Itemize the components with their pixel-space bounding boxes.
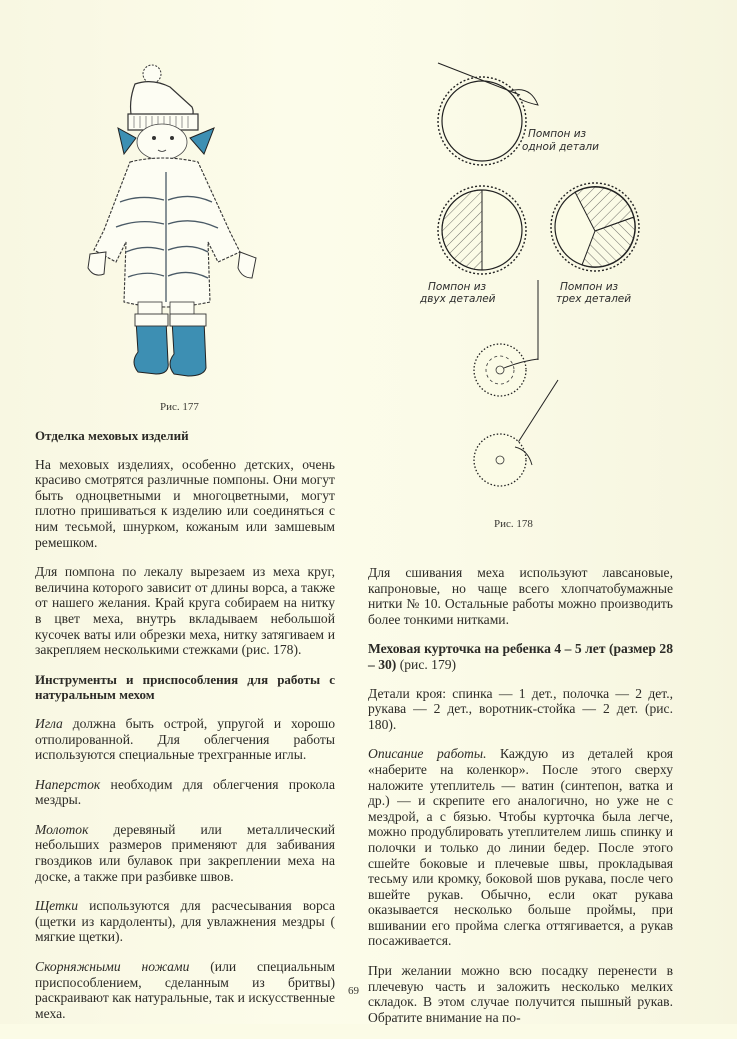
tool-term: Скорняжными ножами xyxy=(35,959,190,975)
tool-term: Молоток xyxy=(35,821,89,837)
tool-brushes: Щетки используются для расчесывания ворса (щетки из кардоленты), для увлажнения мездры ( мягкие щетки). xyxy=(35,898,335,945)
label-three-parts-2: трех деталей xyxy=(556,293,632,305)
para-pompons-intro: На меховых изделиях, особенно детских, очень красиво смотрятся различные помпоны. Они могут быть одноцветными и многоцветными, могут плотно пришиваться к изделию или соединяться с ним тесьмой, шнурком, кожаным или замшевым ремешком. xyxy=(35,456,335,550)
fig178-illustration xyxy=(410,55,670,515)
right-column xyxy=(368,565,673,1039)
label-two-parts-2: двух деталей xyxy=(420,293,496,305)
left-boot xyxy=(134,320,168,374)
face xyxy=(137,124,187,160)
right-mitten xyxy=(238,252,256,278)
heading-fur-finishing: Отделка меховых изделий xyxy=(35,428,189,443)
tool-term: Наперсток xyxy=(35,776,101,792)
right-bow xyxy=(190,128,214,154)
hat-pompom xyxy=(143,65,161,83)
work-description-term: Описание работы. xyxy=(368,746,487,762)
needle xyxy=(438,63,520,95)
pompon-two-parts xyxy=(438,186,526,274)
tool-term: Щетки xyxy=(35,898,79,914)
tool-needle: Игла должна быть острой, упругой и хорошо отполированной. Для облегчения работы используются специальные трехгранные иглы. xyxy=(35,715,335,763)
tool-term: Игла xyxy=(35,715,63,731)
tool-thimble: Наперсток необходим для облегчения прокола мездры. xyxy=(35,776,335,808)
fig177-caption: Рис. 177 xyxy=(160,401,199,413)
left-bow xyxy=(118,128,136,154)
para-pompon-making: Для помпона по лекалу вырезаем из меха круг, величина которого зависит от длины ворса, а также от нашего желания. Край круга собираем на нитку в цвет меха, внутрь вкладываем небольшой кусочек ваты или обрезки меха, нитку затягиваем и закрепляем несколькими стежками (рис. 178). xyxy=(35,564,335,658)
pompon-gathered-1 xyxy=(474,344,538,396)
heading-tools: Инструменты и приспособления для работы с натуральным мехом xyxy=(35,671,335,703)
label-one-part-1: Помпон из xyxy=(528,128,587,140)
label-one-part-2: одной детали xyxy=(522,141,599,153)
fig177-illustration xyxy=(80,62,280,382)
para-threads: Для сшивания меха используют лавсановые, капроновые, но чаще всего хлопчатобумажные нитки № 10. Остальные работы можно производить более тонкими нитками. xyxy=(368,565,673,627)
page-number: 69 xyxy=(348,985,359,997)
label-two-parts-1: Помпон из xyxy=(428,281,487,293)
tool-hammer: Молоток деревяный или металлический небольших размеров применяют для забивания гвоздиков или булавок при закреплении меха на доске, а также при разбивке швов. xyxy=(35,821,335,884)
para-cut-details: Детали кроя: спинка — 1 дет., полочка — 2 дет., рукава — 2 дет., воротник-стойка — 2 дет. (рис. 180). xyxy=(368,685,673,732)
left-column xyxy=(35,428,335,1035)
pompon-three-parts xyxy=(551,183,639,271)
heading-fur-jacket: Меховая курточка на ребенка 4 – 5 лет (размер 28 – 30) (рис. 179) xyxy=(368,641,673,672)
fur-coat xyxy=(94,158,240,307)
right-boot xyxy=(170,320,206,376)
fig178-caption: Рис. 178 xyxy=(494,518,533,530)
tool-knives: Скорняжными ножами (или специальным приспособлением, сделанным из бритвы) раскраивают как натуральные, так и искусственные меха. xyxy=(35,959,336,1021)
left-mitten xyxy=(88,252,106,275)
para-sleeve-gathering: При желании можно всю посадку перенести в плечевую часть и заложить несколько мелких складок. В этом случае получится пышный рукав. Обратите внимание на по- xyxy=(368,963,673,1025)
pompon-gathered-2 xyxy=(474,434,532,486)
label-three-parts-1: Помпон из xyxy=(560,281,619,293)
para-work-description: Описание работы. Каждую из деталей кроя «наберите на коленкор». После этого сверху наложите утеплитель — ватин (синтепон, ватка и др.) — и скрепите его аналогично, но уже не с мездрой, а с бязью. Чтобы курточка была легче, можно продублировать утеплителем лишь спинку и полочки и только до линии бедер. После этого сшейте боковые и плечевые швы, прокладывая тесьму или кромку, боковой шов рукава, после чего вшейте рукав. Обычно, если окат рукава оказывается несколько больше проймы, при вшивании его пройма слегка оттягивается, а рукав посаживается. xyxy=(368,746,673,949)
